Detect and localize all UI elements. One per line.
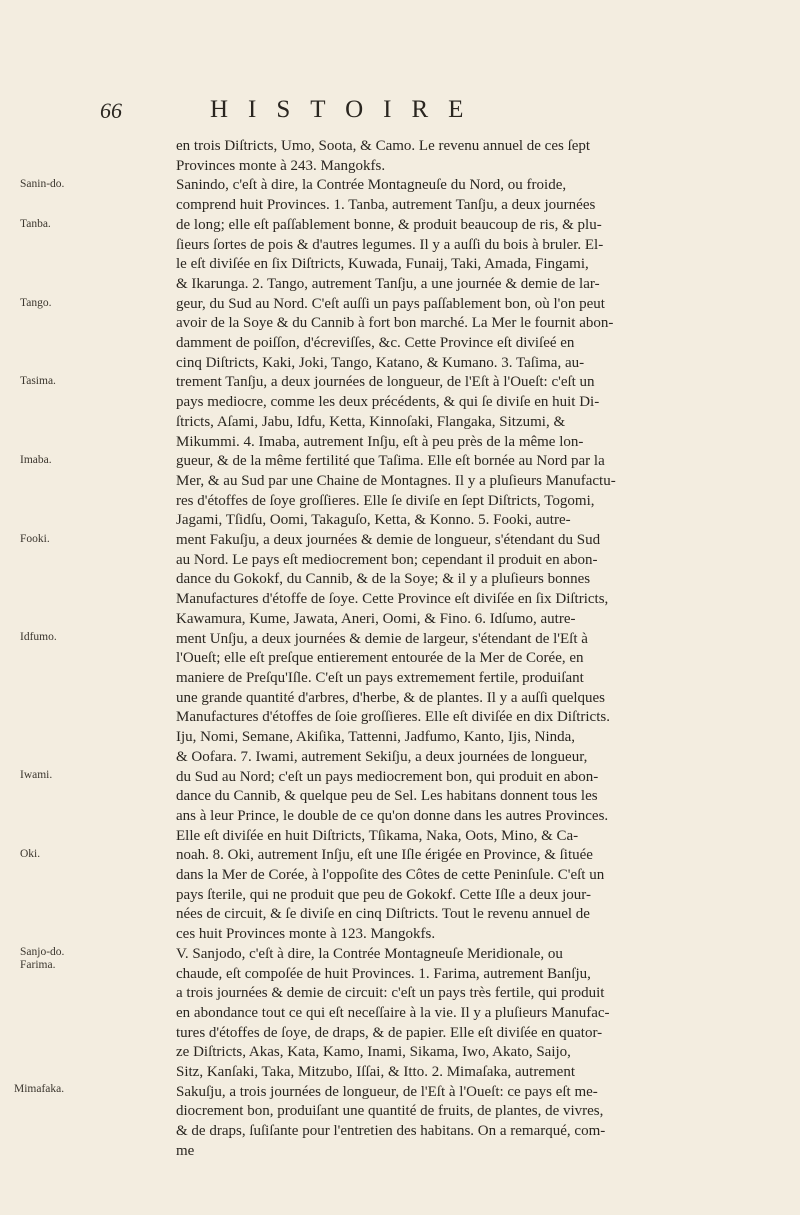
body-text	[176, 137, 756, 1162]
text-line: Jagami, Tſidſu, Oomi, Takaguſo, Ketta, & Konno. 5. Fooki, autre-	[176, 512, 571, 529]
text-line: geur, du Sud au Nord. C'eſt auſſi un pays paſſablement bon, où l'on peut	[176, 295, 605, 312]
text-line: ze Diſtricts, Akas, Kata, Kamo, Inami, Sikama, Iwo, Akato, Saijo,	[176, 1044, 571, 1061]
text-line: pays ſterile, qui ne produit que peu de Gokokf. Cette Iſle a deux jour-	[176, 886, 591, 903]
text-line: Sitz, Kanſaki, Taka, Mitzubo, Iſſai, & Itto. 2. Mimaſaka, autrement	[176, 1064, 575, 1081]
text-line: chaude, eſt compoſée de huit Provinces. 1. Farima, autrement Banſju,	[176, 965, 591, 982]
page-number: 66	[100, 98, 122, 123]
text-line: Sanindo, c'eſt à dire, la Contrée Montagneuſe du Nord, ou froide,	[176, 177, 567, 194]
text-line: ces huit Provinces monte à 123. Mangokfs.	[176, 926, 436, 943]
text-line: Elle eſt diviſée en huit Diſtricts, Tſikama, Naka, Oots, Mino, & Ca-	[176, 827, 579, 844]
text-line: Sakuſju, a trois journées de longueur, de l'Eſt à l'Oueſt: ce pays eſt me-	[176, 1083, 598, 1100]
text-line: Mer, & au Sud par une Chaine de Montagnes. Il y a pluſieurs Manufactu-	[176, 472, 616, 489]
margin-note-sanindo: Sanin-do.	[20, 178, 65, 190]
text-line: le eſt diviſée en ſix Diſtricts, Kuwada, Funaij, Taki, Amada, Fingami,	[176, 256, 589, 273]
page-header	[100, 96, 740, 130]
margin-note-tasima: Tasima.	[20, 375, 56, 387]
text-line: ment Unſju, a deux journées & demie de largeur, s'étendant de l'Eſt à	[176, 630, 588, 647]
text-line: Provinces monte à 243. Mangokfs.	[176, 157, 386, 174]
text-line: ans à leur Prince, le double de ce qu'on donne dans les autres Provinces.	[176, 807, 609, 824]
margin-note-imaba: Imaba.	[20, 454, 52, 466]
text-line: ſieurs ſortes de pois & d'autres legumes. Il y a auſſi du bois à bruler. El-	[176, 236, 604, 253]
margin-note-tanba: Tanba.	[20, 218, 51, 230]
text-line: noah. 8. Oki, autrement Inſju, eſt une Iſle érigée en Province, & ſituée	[176, 847, 593, 864]
text-line: diocrement bon, produiſant une quantité de fruits, de plantes, de vivres,	[176, 1103, 604, 1120]
text-line: Manufactures d'étoffes de ſoie groſſieres. Elle eſt diviſée en dix Diſtricts.	[176, 709, 610, 726]
text-line: cinq Diſtricts, Kaki, Joki, Tango, Katano, & Kumano. 3. Taſima, au-	[176, 354, 585, 371]
text-line: & Ikarunga. 2. Tango, autrement Tanſju, a une journée & demie de lar-	[176, 275, 600, 292]
text-line: res d'étoffes de ſoye groſſieres. Elle ſe diviſe en ſept Diſtricts, Togomi,	[176, 492, 595, 509]
text-line: de long; elle eſt paſſablement bonne, & produit beaucoup de ris, & plu-	[176, 216, 602, 233]
margin-note-fooki: Fooki.	[20, 533, 50, 545]
margin-note-tango: Tango.	[20, 297, 52, 309]
running-title: HISTOIRE	[210, 96, 484, 123]
margin-note-iwami: Iwami.	[20, 769, 53, 781]
text-line: au Nord. Le pays eſt mediocrement bon; cependant il produit en abon-	[176, 551, 598, 568]
text-line: & Oofara. 7. Iwami, autrement Sekiſju, a deux journées de longueur,	[176, 748, 588, 765]
text-line: gueur, & de la même fertilité que Taſima. Elle eſt bornée au Nord par la	[176, 453, 605, 470]
text-line: V. Sanjodo, c'eſt à dire, la Contrée Montagneuſe Meridionale, ou	[176, 945, 563, 962]
text-line: Manufactures d'étoffe de ſoye. Cette Province eſt diviſée en ſix Diſtricts,	[176, 591, 609, 608]
text-line: tures d'étoffes de ſoye, de draps, & de papier. Elle eſt diviſée en quator-	[176, 1024, 603, 1041]
text-line: dance du Gokokf, du Cannib, & de la Soye; & il y a pluſieurs bonnes	[176, 571, 591, 588]
text-line: dance du Cannib, & quelque peu de Sel. Les habitans donnent tous les	[176, 788, 598, 805]
margin-note-sanjodo: Sanjo-do. Farima.	[20, 946, 65, 971]
text-line: dans la Mer de Corée, à l'oppoſite des Côtes de cette Peninſule. C'eſt un	[176, 867, 605, 884]
text-line: avoir de la Soye & du Cannib à fort bon marché. La Mer le fournit abon-	[176, 315, 614, 332]
text-line: l'Oueſt; elle eſt preſque entierement entourée de la Mer de Corée, en	[176, 650, 584, 667]
text-line: damment de poiſſon, d'écreviſſes, &c. Cette Province eſt diviſeé en	[176, 335, 575, 352]
text-line: ſtricts, Aſami, Jabu, Idfu, Ketta, Kinnoſaki, Flangaka, Sitzumi, &	[176, 413, 566, 430]
text-line: Kawamura, Kume, Jawata, Aneri, Oomi, & Fino. 6. Idſumo, autre-	[176, 610, 576, 627]
text-line: Iju, Nomi, Semane, Akiſika, Tattenni, Jadfumo, Kanto, Ijis, Ninda,	[176, 729, 576, 746]
margin-note-oki: Oki.	[20, 848, 41, 860]
text-line: me	[176, 1142, 195, 1159]
text-line: ment Fakuſju, a deux journées & demie de longueur, s'étendant du Sud	[176, 532, 601, 549]
margin-note-idfumo: Idfumo.	[20, 631, 57, 643]
text-line: a trois journées & demie de circuit: c'eſt un pays très fertile, qui produit	[176, 985, 605, 1002]
text-line: en abondance tout ce qui eſt neceſſaire à la vie. Il y a pluſieurs Manufac-	[176, 1004, 610, 1021]
text-line: maniere de Preſqu'Iſle. C'eſt un pays extremement fertile, produiſant	[176, 669, 584, 686]
text-line: du Sud au Nord; c'eſt un pays mediocrement bon, qui produit en abon-	[176, 768, 599, 785]
text-line: trement Tanſju, a deux journées de longueur, de l'Eſt à l'Oueſt: c'eſt un	[176, 374, 595, 391]
text-line: nées de circuit, & ſe diviſe en cinq Diſtricts. Tout le revenu annuel de	[176, 906, 590, 923]
text-line: en trois Diſtricts, Umo, Soota, & Camo. Le revenu annuel de ces ſept	[176, 138, 591, 154]
text-line: pays mediocre, comme les deux précédents, & qui ſe diviſe en huit Di-	[176, 394, 600, 411]
text-line: comprend huit Provinces. 1. Tanba, autrement Tanſju, a deux journées	[176, 197, 596, 214]
text-line: une grande quantité d'arbres, d'herbe, & de plantes. Il y a auſſi quelques	[176, 689, 606, 706]
text-line: & de draps, ſuſiſante pour l'entretien des habitans. On a remarqué, com-	[176, 1123, 606, 1140]
text-line: Mikummi. 4. Imaba, autrement Inſju, eſt à peu près de la même lon-	[176, 433, 584, 450]
margin-note-mimafaka: Mimafaka.	[14, 1083, 65, 1095]
